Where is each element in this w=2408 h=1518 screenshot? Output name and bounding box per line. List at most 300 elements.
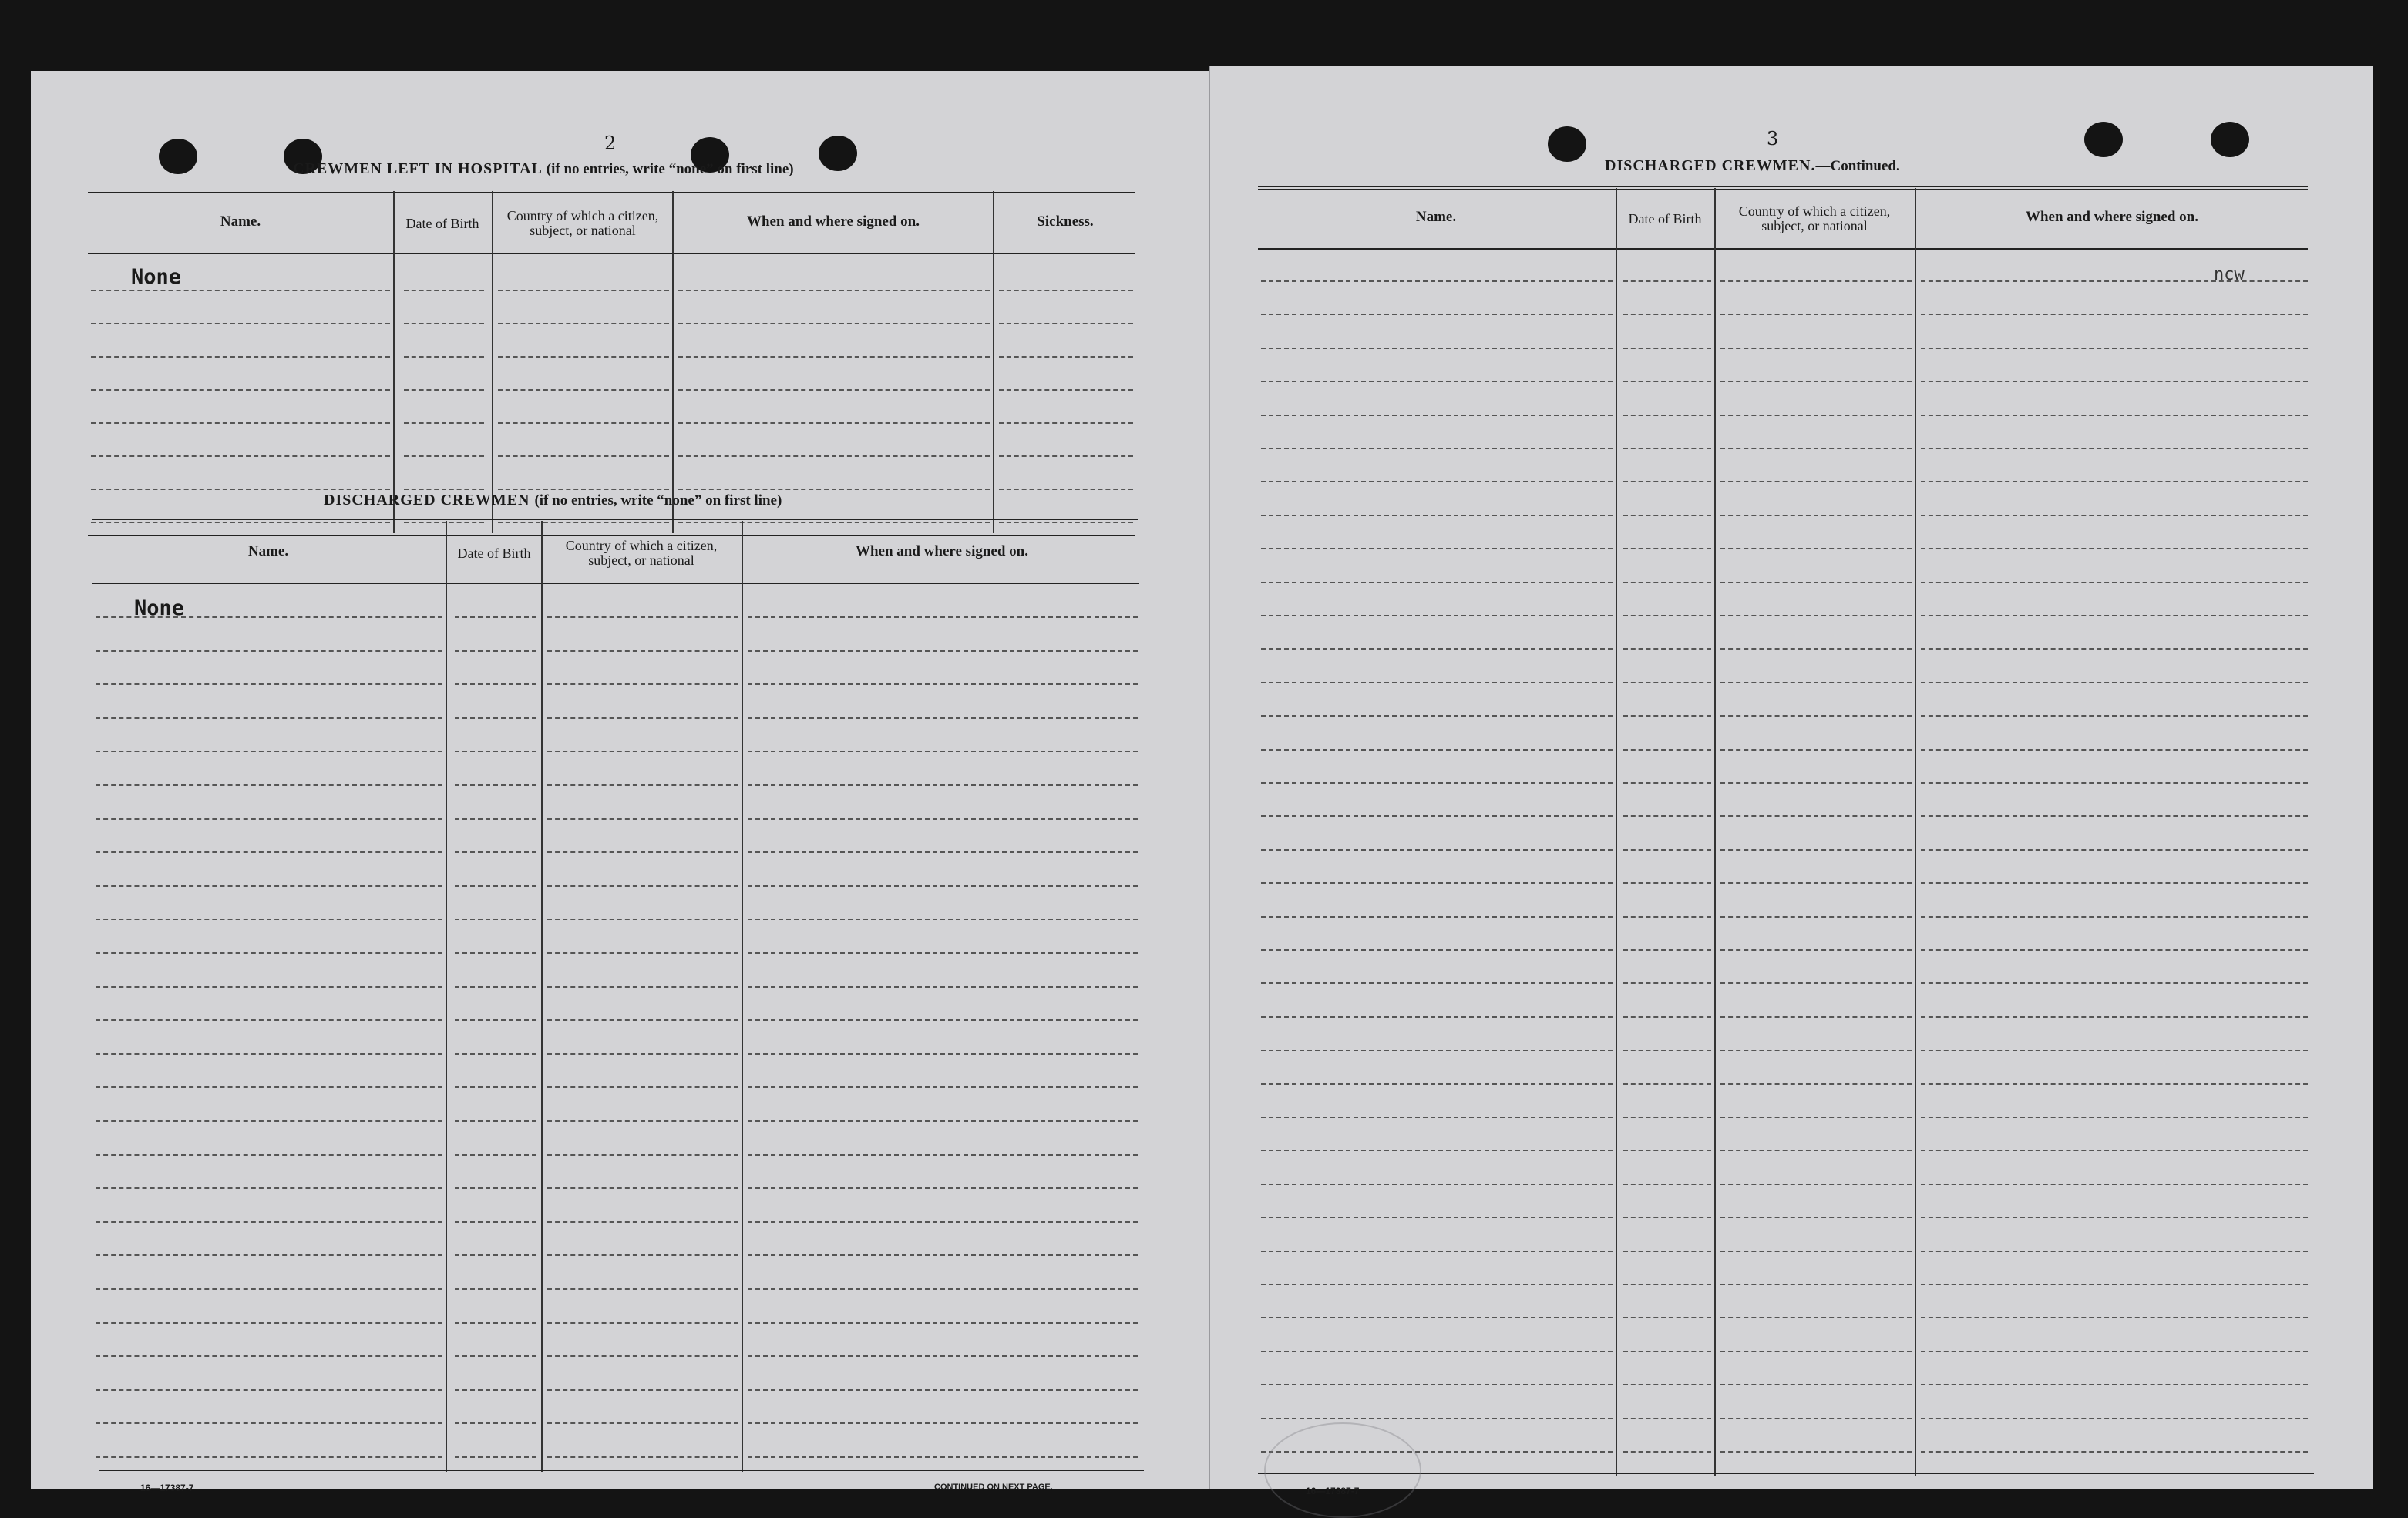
ruled-line <box>404 323 484 324</box>
ruled-line <box>1623 982 1711 984</box>
ruled-line <box>748 1288 1138 1290</box>
ruled-line <box>96 1389 442 1391</box>
ruled-line <box>1261 982 1613 984</box>
ruled-line <box>547 1254 738 1256</box>
ruled-line <box>455 1422 536 1424</box>
ruled-line <box>455 1322 536 1324</box>
ruled-line <box>1261 314 1613 315</box>
ruled-line <box>1720 548 1912 549</box>
discharged-entry-name: None <box>134 596 185 620</box>
column-divider <box>1714 188 1716 1476</box>
ruled-line <box>748 616 1138 618</box>
ruled-line <box>1623 1351 1711 1352</box>
right-page <box>1209 66 2373 1496</box>
punch-hole <box>2211 122 2249 157</box>
ruled-line <box>96 1221 442 1223</box>
ruled-line <box>498 489 669 490</box>
ruled-line <box>1623 849 1711 851</box>
ruled-line <box>96 1154 442 1156</box>
ruled-line <box>547 650 738 652</box>
ruled-line <box>1623 882 1711 884</box>
ruled-line <box>1261 1016 1613 1018</box>
col-header-country: Country of which a citizen, subject, or national <box>1738 203 1891 233</box>
col-header-date-of-birth: Date of Birth <box>457 545 531 561</box>
faded-stamp <box>1264 1422 1421 1518</box>
ruled-line <box>96 851 442 853</box>
ruled-line <box>455 919 536 920</box>
ruled-line <box>96 683 442 685</box>
ruled-line <box>1623 381 1711 382</box>
ruled-line <box>1623 548 1711 549</box>
ruled-line <box>1720 648 1912 650</box>
ruled-line <box>1921 1050 2308 1051</box>
ruled-line <box>1623 1451 1711 1453</box>
ruled-line <box>455 1187 536 1189</box>
ruled-line <box>1261 1284 1613 1285</box>
col-header-name: Name. <box>220 213 261 230</box>
ruled-line <box>455 1120 536 1122</box>
column-divider <box>393 191 395 533</box>
ruled-line <box>1921 1184 2308 1185</box>
ruled-line <box>1720 1251 1912 1252</box>
ruled-line <box>547 1422 738 1424</box>
ruled-line <box>547 986 738 988</box>
ruled-line <box>455 717 536 719</box>
ruled-line <box>1261 715 1613 717</box>
ruled-line <box>1921 1351 2308 1352</box>
ruled-line <box>455 1456 536 1458</box>
ruled-line <box>1261 1384 1613 1385</box>
ruled-line <box>1623 615 1711 616</box>
ruled-line <box>1623 415 1711 416</box>
ruled-line <box>1720 1016 1912 1018</box>
ruled-line <box>748 1389 1138 1391</box>
ruled-line <box>748 885 1138 887</box>
ruled-line <box>1623 314 1711 315</box>
ruled-line <box>1261 1217 1613 1218</box>
ruled-line <box>678 489 990 490</box>
ruled-line <box>91 290 390 291</box>
continued-note: CONTINUED ON NEXT PAGE. <box>934 1483 1053 1492</box>
ruled-line <box>1921 648 2308 650</box>
ruled-line <box>748 784 1138 786</box>
col-header-country: Country of which a citizen, subject, or national <box>565 538 718 568</box>
ruled-line <box>1261 815 1613 817</box>
ruled-line <box>678 422 990 424</box>
ruled-line <box>1720 381 1912 382</box>
continued-title-suffix: —Continued. <box>1815 158 1900 174</box>
ruled-line <box>1720 815 1912 817</box>
ruled-line <box>1261 1251 1613 1252</box>
ruled-line <box>404 489 484 490</box>
ruled-line <box>1623 749 1711 751</box>
ruled-line <box>748 1154 1138 1156</box>
ruled-line <box>96 986 442 988</box>
ruled-line <box>1623 1050 1711 1051</box>
ruled-line <box>1623 448 1711 449</box>
ruled-line <box>1261 381 1613 382</box>
ruled-line <box>748 952 1138 954</box>
ruled-line <box>1261 882 1613 884</box>
ruled-line <box>1921 749 2308 751</box>
column-divider <box>1616 188 1617 1476</box>
ruled-line <box>1720 949 1912 951</box>
ruled-line <box>1921 1117 2308 1118</box>
ruled-line <box>547 919 738 920</box>
ruled-line <box>1921 882 2308 884</box>
ruled-line <box>96 1019 442 1021</box>
ruled-line <box>1921 916 2308 918</box>
ruled-line <box>1720 1451 1912 1453</box>
column-divider <box>993 191 994 533</box>
ruled-line <box>547 1456 738 1458</box>
ruled-line <box>547 1120 738 1122</box>
ruled-line <box>1720 1217 1912 1218</box>
ruled-line <box>1623 648 1711 650</box>
ruled-line <box>1623 1418 1711 1419</box>
ruled-line <box>404 356 484 358</box>
ruled-line <box>678 455 990 457</box>
ruled-line <box>1261 582 1613 583</box>
ruled-line <box>455 986 536 988</box>
ruled-line <box>1261 415 1613 416</box>
ruled-line <box>455 1053 536 1055</box>
ruled-line <box>1623 1117 1711 1118</box>
ruled-line <box>1921 1317 2308 1318</box>
ruled-line <box>1623 582 1711 583</box>
ruled-line <box>748 851 1138 853</box>
ruled-line <box>999 323 1133 324</box>
ruled-line <box>96 1053 442 1055</box>
ruled-line <box>1921 1217 2308 1218</box>
ruled-line <box>1623 1217 1711 1218</box>
hospital-title-note: (if no entries, write “none” on first line) <box>546 161 794 177</box>
ruled-line <box>96 1254 442 1256</box>
ruled-line <box>999 356 1133 358</box>
ruled-line <box>404 422 484 424</box>
ruled-line <box>1261 1351 1613 1352</box>
ruled-line <box>1720 582 1912 583</box>
ruled-line <box>96 1322 442 1324</box>
ruled-line <box>1921 582 2308 583</box>
ruled-line <box>96 919 442 920</box>
ruled-line <box>748 1120 1138 1122</box>
ruled-line <box>748 1086 1138 1088</box>
ruled-line <box>1921 615 2308 616</box>
ruled-line <box>1921 715 2308 717</box>
ruled-line <box>1921 1418 2308 1419</box>
col-header-signed-on: When and where signed on. <box>746 213 920 230</box>
ruled-line <box>96 1187 442 1189</box>
ruled-line <box>1921 314 2308 315</box>
ruled-line <box>1261 280 1613 282</box>
ruled-line <box>1921 849 2308 851</box>
col-header-signed-on: When and where signed on. <box>855 543 1028 559</box>
ruled-line <box>1623 682 1711 683</box>
ruled-line <box>1921 949 2308 951</box>
col-header-country: Country of which a citizen, subject, or national <box>506 208 659 238</box>
ruled-line <box>999 389 1133 391</box>
ruled-line <box>91 489 390 490</box>
ruled-line <box>455 751 536 752</box>
ruled-line <box>1261 849 1613 851</box>
form-number: 16—17387-7 <box>140 1483 194 1493</box>
ruled-line <box>1921 448 2308 449</box>
ruled-line <box>1720 481 1912 482</box>
ruled-line <box>1261 481 1613 482</box>
ruled-line <box>547 1322 738 1324</box>
ruled-line <box>1720 515 1912 516</box>
ruled-line <box>455 1254 536 1256</box>
ruled-line <box>96 751 442 752</box>
discharged-continued-title <box>1605 157 1900 175</box>
discharged-title-text: DISCHARGED CREWMEN <box>324 492 530 509</box>
ruled-line <box>1720 1117 1912 1118</box>
ruled-line <box>96 885 442 887</box>
left-page <box>31 71 1209 1493</box>
hospital-section-title <box>293 160 794 178</box>
ruled-line <box>547 751 738 752</box>
ruled-line <box>455 784 536 786</box>
ruled-line <box>547 784 738 786</box>
hospital-title-text: CREWMEN LEFT IN HOSPITAL <box>293 160 542 177</box>
ruled-line <box>91 356 390 358</box>
ruled-line <box>547 818 738 820</box>
ruled-line <box>1720 615 1912 616</box>
ruled-line <box>1261 749 1613 751</box>
ruled-line <box>999 455 1133 457</box>
ruled-line <box>1921 1150 2308 1151</box>
ruled-line <box>404 389 484 391</box>
ruled-line <box>91 422 390 424</box>
ruled-line <box>1261 615 1613 616</box>
ruled-line <box>96 1086 442 1088</box>
ruled-line <box>1623 1384 1711 1385</box>
ruled-line <box>498 356 669 358</box>
ruled-line <box>455 1288 536 1290</box>
ruled-line <box>547 1053 738 1055</box>
ruled-line <box>498 290 669 291</box>
col-header-name: Name. <box>1415 209 1457 225</box>
ruled-line <box>1623 949 1711 951</box>
ruled-line <box>1261 1150 1613 1151</box>
ruled-line <box>678 356 990 358</box>
ruled-line <box>1261 782 1613 784</box>
ruled-line <box>1720 1083 1912 1085</box>
ruled-line <box>1623 481 1711 482</box>
ruled-line <box>91 389 390 391</box>
ruled-line <box>1623 280 1711 282</box>
ruled-line <box>1261 1083 1613 1085</box>
ruled-line <box>547 717 738 719</box>
ruled-line <box>1921 348 2308 349</box>
page-number: 2 <box>604 133 617 154</box>
ruled-line <box>1720 1418 1912 1419</box>
ruled-line <box>748 818 1138 820</box>
ruled-line <box>1261 1317 1613 1318</box>
ruled-line <box>498 323 669 324</box>
ruled-line <box>1720 1284 1912 1285</box>
ruled-line <box>547 1288 738 1290</box>
ruled-line <box>96 717 442 719</box>
ruled-line <box>1720 448 1912 449</box>
punch-hole <box>1548 126 1586 162</box>
ruled-line <box>455 683 536 685</box>
ruled-line <box>1720 682 1912 683</box>
ruled-line <box>999 489 1133 490</box>
ruled-line <box>455 1154 536 1156</box>
ruled-line <box>96 952 442 954</box>
ruled-line <box>1720 916 1912 918</box>
hospital-header-rule <box>88 253 1135 254</box>
ruled-line <box>547 1187 738 1189</box>
ruled-line <box>748 751 1138 752</box>
ruled-line <box>748 1254 1138 1256</box>
punch-hole <box>819 136 857 171</box>
ruled-line <box>748 1053 1138 1055</box>
ruled-line <box>1261 1418 1613 1419</box>
ruled-line <box>1720 1384 1912 1385</box>
ruled-line <box>1921 982 2308 984</box>
ruled-line <box>547 616 738 618</box>
ruled-line <box>1261 348 1613 349</box>
col-header-date-of-birth: Date of Birth <box>1628 210 1702 227</box>
ruled-line <box>1261 548 1613 549</box>
ruled-line <box>748 919 1138 920</box>
ruled-line <box>455 650 536 652</box>
ruled-line <box>96 1355 442 1357</box>
ruled-line <box>748 1221 1138 1223</box>
ruled-line <box>1623 348 1711 349</box>
ruled-line <box>678 323 990 324</box>
ruled-line <box>1921 1083 2308 1085</box>
ruled-line <box>455 1221 536 1223</box>
ruled-line <box>1623 1317 1711 1318</box>
ruled-line <box>91 455 390 457</box>
ruled-line <box>1921 381 2308 382</box>
ruled-line <box>678 389 990 391</box>
ruled-line <box>1720 1150 1912 1151</box>
ruled-line <box>547 1154 738 1156</box>
ruled-line <box>96 784 442 786</box>
ruled-line <box>1921 1016 2308 1018</box>
ruled-line <box>404 290 484 291</box>
ruled-line <box>547 1221 738 1223</box>
ruled-line <box>1720 1184 1912 1185</box>
ruled-line <box>96 1120 442 1122</box>
discharged-table-bottom-rule <box>99 1470 1144 1473</box>
ruled-line <box>1921 515 2308 516</box>
ruled-line <box>96 1422 442 1424</box>
ruled-line <box>1261 448 1613 449</box>
ruled-line <box>547 851 738 853</box>
ruled-line <box>455 885 536 887</box>
ruled-line <box>999 290 1133 291</box>
ruled-line <box>1720 749 1912 751</box>
col-header-signed-on: When and where signed on. <box>2025 209 2198 225</box>
page-number: 3 <box>1767 128 1779 149</box>
ruled-line <box>1921 1284 2308 1285</box>
discharged-title-note: (if no entries, write “none” on first line) <box>534 492 782 509</box>
column-divider <box>1915 188 1916 1476</box>
ruled-line <box>455 616 536 618</box>
ruled-line <box>748 683 1138 685</box>
ruled-line <box>1921 548 2308 549</box>
ruled-line <box>1921 280 2308 282</box>
ruled-line <box>748 1422 1138 1424</box>
ruled-line <box>547 885 738 887</box>
ruled-line <box>547 683 738 685</box>
ruled-line <box>547 1355 738 1357</box>
column-divider <box>541 521 543 1472</box>
ruled-line <box>999 422 1133 424</box>
ruled-line <box>455 851 536 853</box>
ruled-line <box>404 455 484 457</box>
ruled-line <box>1720 1050 1912 1051</box>
ruled-line <box>1720 280 1912 282</box>
punch-hole <box>159 139 197 174</box>
ruled-line <box>1623 1184 1711 1185</box>
column-divider <box>672 191 674 533</box>
discharged-section-title <box>324 492 782 509</box>
ruled-line <box>1261 1184 1613 1185</box>
hospital-entry-name: None <box>131 265 182 289</box>
punch-hole <box>2084 122 2123 157</box>
ruled-line <box>1623 815 1711 817</box>
ruled-line <box>547 1019 738 1021</box>
ruled-line <box>91 323 390 324</box>
ruled-line <box>498 455 669 457</box>
ruled-line <box>748 1019 1138 1021</box>
ruled-line <box>1921 1451 2308 1453</box>
col-header-sickness: Sickness. <box>1037 213 1094 230</box>
ruled-line <box>1261 515 1613 516</box>
continued-header-rule <box>1258 248 2308 250</box>
ruled-line <box>1921 1251 2308 1252</box>
ruled-line <box>1623 515 1711 516</box>
ruled-line <box>1720 982 1912 984</box>
ruled-line <box>547 952 738 954</box>
ruled-line <box>1623 1251 1711 1252</box>
ruled-line <box>748 650 1138 652</box>
ruled-line <box>1720 314 1912 315</box>
ruled-line <box>1623 916 1711 918</box>
ruled-line <box>1720 782 1912 784</box>
ruled-line <box>748 1187 1138 1189</box>
ruled-line <box>1261 949 1613 951</box>
ruled-line <box>96 1288 442 1290</box>
discharged-table-top-rule <box>92 519 1138 522</box>
margin-mark: ncw <box>2214 265 2245 284</box>
ruled-line <box>1623 715 1711 717</box>
ruled-line <box>1720 348 1912 349</box>
ruled-line <box>1921 682 2308 683</box>
col-header-name: Name. <box>247 543 289 559</box>
ruled-line <box>1720 1317 1912 1318</box>
ruled-line <box>455 1086 536 1088</box>
ruled-line <box>1261 1117 1613 1118</box>
ruled-line <box>1921 1384 2308 1385</box>
ruled-line <box>455 1389 536 1391</box>
ruled-line <box>1921 415 2308 416</box>
ruled-line <box>1261 1050 1613 1051</box>
ruled-line <box>748 1456 1138 1458</box>
ruled-line <box>1720 415 1912 416</box>
ruled-line <box>748 986 1138 988</box>
ruled-line <box>748 1322 1138 1324</box>
ruled-line <box>1261 648 1613 650</box>
ruled-line <box>455 818 536 820</box>
